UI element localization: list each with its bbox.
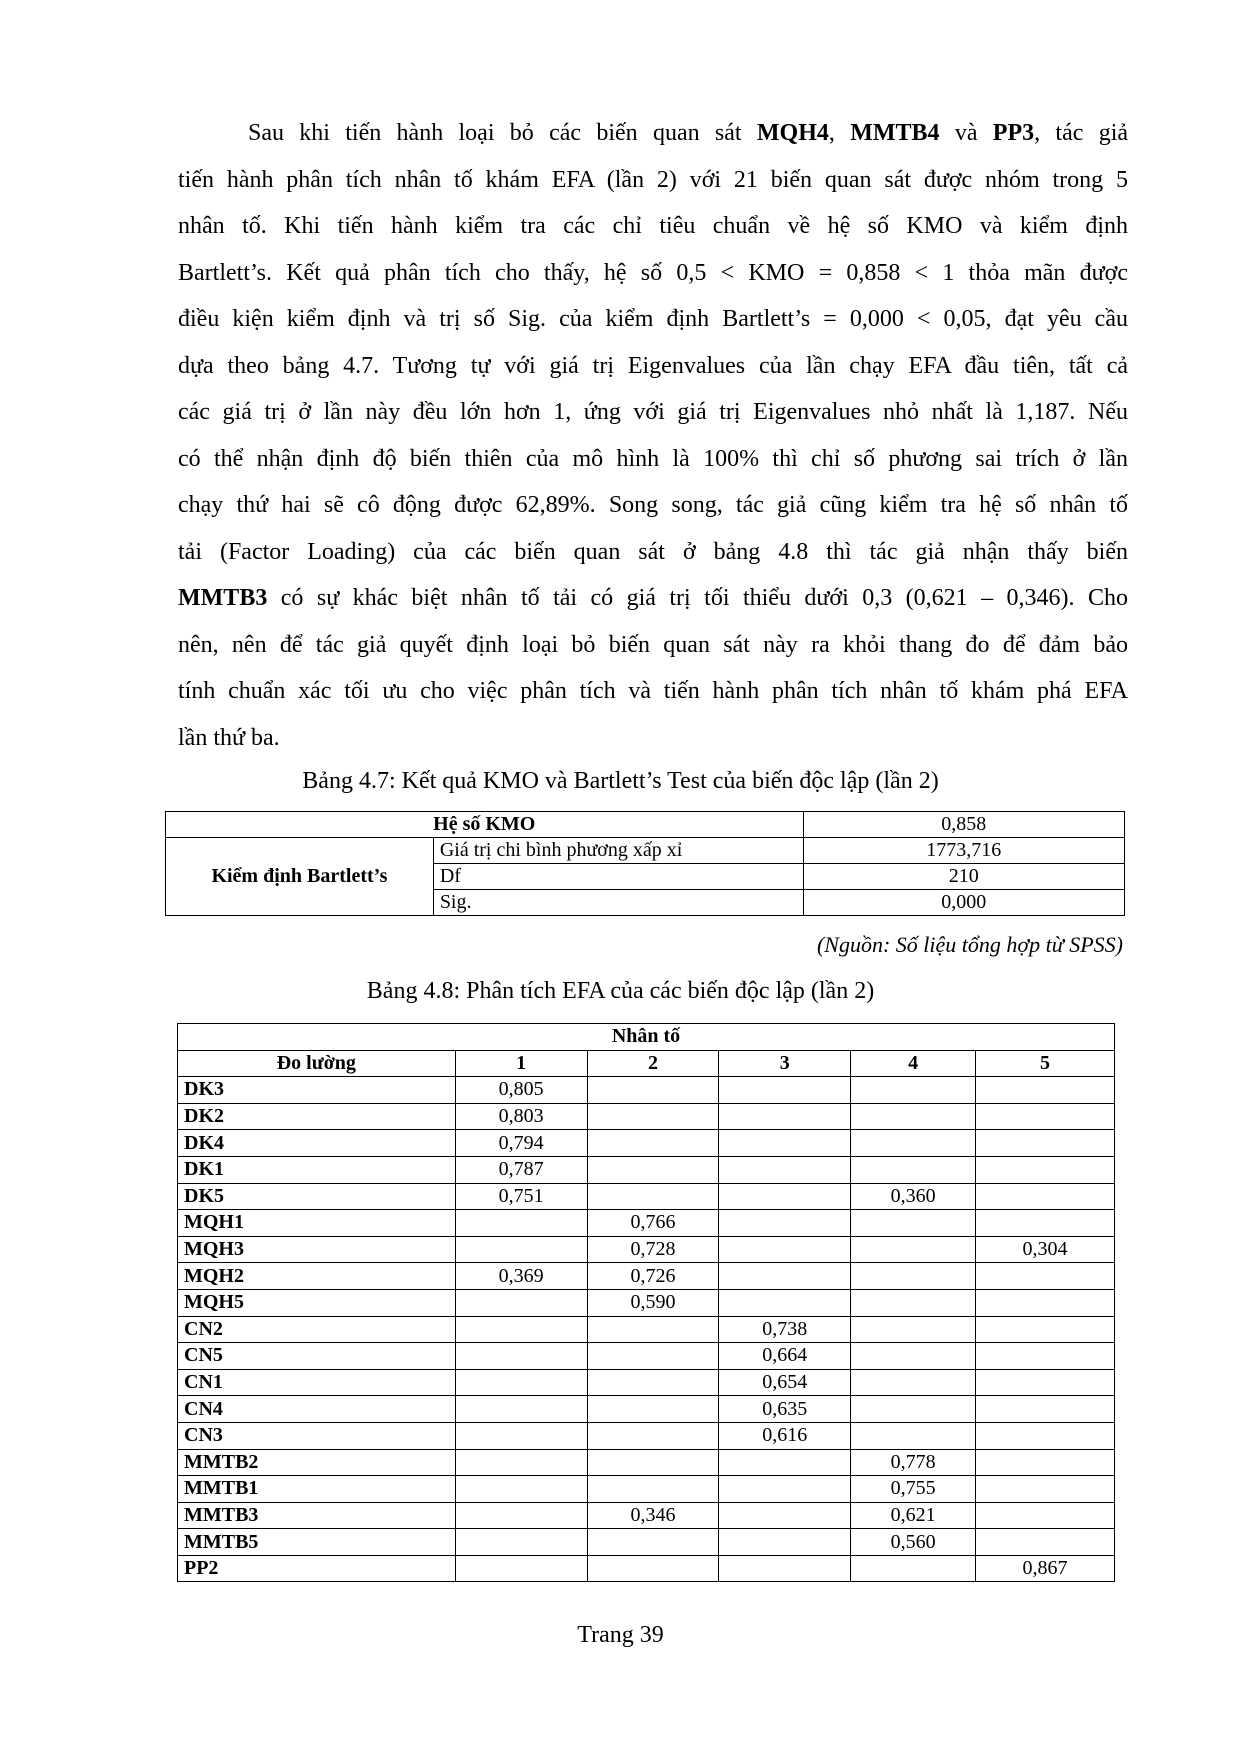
- loading-cell: [455, 1422, 587, 1449]
- paragraph-line: [178, 668, 1128, 715]
- loading-cell: [851, 1369, 976, 1396]
- table-row: [178, 1529, 1115, 1556]
- loading-cell: [976, 1476, 1115, 1503]
- loading-cell: [587, 1422, 719, 1449]
- bartlett-label: Kiểm định Bartlett’s: [166, 838, 434, 916]
- loading-cell: [851, 1316, 976, 1343]
- kmo-bartlett-table: [165, 811, 1125, 916]
- loading-cell: [587, 1103, 719, 1130]
- loading-cell: 0,590: [587, 1289, 719, 1316]
- loading-cell: 0,794: [455, 1130, 587, 1157]
- factor-header: 4: [851, 1050, 976, 1077]
- factor-header: 5: [976, 1050, 1115, 1077]
- loading-cell: 0,726: [587, 1263, 719, 1290]
- loading-cell: [587, 1369, 719, 1396]
- kmo-label: Hệ số KMO: [166, 812, 804, 838]
- table-row: [178, 1236, 1115, 1263]
- table-row: [178, 1316, 1115, 1343]
- loading-cell: [455, 1369, 587, 1396]
- loading-cell: [455, 1289, 587, 1316]
- variable-name: PP2: [178, 1555, 456, 1582]
- paragraph-text: và: [939, 120, 993, 146]
- loading-cell: [851, 1156, 976, 1183]
- variable-name: DK1: [178, 1156, 456, 1183]
- loading-cell: [455, 1502, 587, 1529]
- measure-header: Đo lường: [178, 1050, 456, 1077]
- loading-cell: [976, 1103, 1115, 1130]
- table-row: [178, 1130, 1115, 1157]
- loading-cell: [719, 1183, 851, 1210]
- loading-cell: [851, 1343, 976, 1370]
- loading-cell: [976, 1077, 1115, 1104]
- bartlett-row-value: 1773,716: [803, 838, 1124, 864]
- paragraph-text: nên, nên để tác giả quyết định loại bỏ biến quan sát này ra khỏi thang đo để đảm bảo: [178, 631, 1128, 658]
- table-4-7-caption: Bảng 4.7: Kết quả KMO và Bartlett’s Test của biến độc lập (lần 2): [302, 768, 939, 794]
- variable-name: CN2: [178, 1316, 456, 1343]
- paragraph-line: [178, 203, 1128, 250]
- loading-cell: [587, 1130, 719, 1157]
- loading-cell: 0,803: [455, 1103, 587, 1130]
- loading-cell: [455, 1343, 587, 1370]
- loading-cell: [587, 1529, 719, 1556]
- table-row: [178, 1156, 1115, 1183]
- variable-name: MQH3: [178, 1236, 456, 1263]
- loading-cell: 0,654: [719, 1369, 851, 1396]
- body-paragraph: [178, 110, 1128, 761]
- loading-cell: 0,751: [455, 1183, 587, 1210]
- table-row: [178, 1024, 1115, 1051]
- loading-cell: [455, 1236, 587, 1263]
- loading-cell: [976, 1396, 1115, 1423]
- table-row: [178, 1555, 1115, 1582]
- paragraph-text: các giá trị ở lần này đều lớn hơn 1, ứng với giá trị Eigenvalues nhỏ nhất là 1,187. Nếu: [178, 399, 1128, 425]
- table-4-7-source: (Nguồn: Số liệu tổng hợp từ SPSS): [816, 932, 1123, 957]
- loading-cell: [976, 1130, 1115, 1157]
- paragraph-text: điều kiện kiểm định và trị số Sig. của kiểm định Bartlett’s = 0,000 < 0,05, đạt yêu cầu: [178, 306, 1128, 332]
- paragraph-text: tải (Factor Loading) của các biến quan sát ở bảng 4.8 thì tác giả nhận thấy biến: [178, 538, 1128, 565]
- loading-cell: [976, 1263, 1115, 1290]
- loading-cell: [719, 1130, 851, 1157]
- loading-cell: [976, 1289, 1115, 1316]
- table-row: [178, 1103, 1115, 1130]
- loading-cell: [719, 1449, 851, 1476]
- loading-cell: 0,867: [976, 1555, 1115, 1582]
- loading-cell: 0,738: [719, 1316, 851, 1343]
- table-4-8-caption: Bảng 4.8: Phân tích EFA của các biến độc lập (lần 2): [366, 978, 875, 1004]
- loading-cell: [719, 1555, 851, 1582]
- page-number: Trang 39: [577, 1622, 664, 1648]
- loading-cell: [976, 1502, 1115, 1529]
- loading-cell: 0,805: [455, 1077, 587, 1104]
- paragraph-line: [178, 529, 1128, 576]
- table-row: [178, 1369, 1115, 1396]
- bartlett-row-label: Df: [433, 864, 803, 890]
- paragraph-line: [178, 296, 1128, 343]
- bartlett-row-value: 210: [803, 864, 1124, 890]
- loading-cell: [455, 1555, 587, 1582]
- loading-cell: [851, 1555, 976, 1582]
- bartlett-row-label: Giá trị chi bình phương xấp xỉ: [433, 838, 803, 864]
- loading-cell: [587, 1476, 719, 1503]
- loading-cell: [719, 1236, 851, 1263]
- paragraph-line: [178, 343, 1128, 390]
- paragraph-line: [178, 389, 1128, 436]
- bold-variable: MMTB3: [178, 585, 268, 611]
- loading-cell: [719, 1156, 851, 1183]
- paragraph-line: [178, 575, 1128, 622]
- table-row: [178, 1343, 1115, 1370]
- table-row: [178, 1077, 1115, 1104]
- paragraph-line: [178, 157, 1128, 204]
- loading-cell: [851, 1130, 976, 1157]
- loading-cell: [587, 1156, 719, 1183]
- loading-cell: [976, 1422, 1115, 1449]
- efa-loadings-table: [177, 1023, 1115, 1582]
- paragraph-text: dựa theo bảng 4.7. Tương tự với giá trị Eigenvalues của lần chạy EFA đầu tiên, tất cả: [178, 352, 1128, 379]
- table-row: [178, 1263, 1115, 1290]
- bold-variable: MQH4: [756, 120, 829, 146]
- paragraph-text: Sau khi tiến hành loại bỏ các biến quan sát: [248, 120, 757, 146]
- kmo-value: 0,858: [803, 812, 1124, 838]
- variable-name: DK3: [178, 1077, 456, 1104]
- paragraph-text: chạy thứ hai sẽ cô động được 62,89%. Song song, tác giả cũng kiểm tra hệ số nhân tố: [178, 492, 1128, 518]
- loading-cell: 0,728: [587, 1236, 719, 1263]
- loading-cell: [851, 1236, 976, 1263]
- loading-cell: [719, 1263, 851, 1290]
- loading-cell: 0,304: [976, 1236, 1115, 1263]
- paragraph-text: , tác giả: [1034, 120, 1129, 146]
- paragraph-line: [178, 250, 1128, 297]
- loading-cell: 0,560: [851, 1529, 976, 1556]
- bartlett-row-value: 0,000: [803, 890, 1124, 916]
- loading-cell: [976, 1210, 1115, 1237]
- loading-cell: [851, 1396, 976, 1423]
- table-row: [178, 1449, 1115, 1476]
- variable-name: DK2: [178, 1103, 456, 1130]
- factor-header: 2: [587, 1050, 719, 1077]
- variable-name: MQH2: [178, 1263, 456, 1290]
- paragraph-text: nhân tố. Khi tiến hành kiểm tra các chỉ tiêu chuẩn về hệ số KMO và kiểm định: [178, 213, 1128, 239]
- loading-cell: [851, 1210, 976, 1237]
- bold-variable: MMTB4: [850, 120, 940, 146]
- loading-cell: [455, 1396, 587, 1423]
- paragraph-text: Bartlett’s. Kết quả phân tích cho thấy, hệ số 0,5 < KMO = 0,858 < 1 thỏa mãn được: [178, 259, 1128, 286]
- paragraph-line: [178, 715, 1128, 762]
- variable-name: MMTB3: [178, 1502, 456, 1529]
- variable-name: CN3: [178, 1422, 456, 1449]
- variable-name: MMTB2: [178, 1449, 456, 1476]
- variable-name: MMTB5: [178, 1529, 456, 1556]
- paragraph-line: [178, 436, 1128, 483]
- paragraph-text: ,: [828, 120, 851, 146]
- table-row: [178, 1422, 1115, 1449]
- variable-name: CN5: [178, 1343, 456, 1370]
- loading-cell: 0,616: [719, 1422, 851, 1449]
- loading-cell: [976, 1343, 1115, 1370]
- loading-cell: [851, 1103, 976, 1130]
- loading-cell: 0,635: [719, 1396, 851, 1423]
- loading-cell: [587, 1183, 719, 1210]
- loading-cell: 0,621: [851, 1502, 976, 1529]
- loading-cell: [719, 1077, 851, 1104]
- paragraph-text: có thể nhận định độ biến thiên của mô hình là 100% thì chỉ số phương sai trích ở lần: [178, 445, 1128, 472]
- loading-cell: [587, 1555, 719, 1582]
- table-row: [178, 1183, 1115, 1210]
- table-row: [166, 838, 1125, 864]
- table-row: [178, 1050, 1115, 1077]
- paragraph-line: [178, 110, 1128, 157]
- loading-cell: [851, 1422, 976, 1449]
- loading-cell: 0,360: [851, 1183, 976, 1210]
- loading-cell: [976, 1529, 1115, 1556]
- loading-cell: [976, 1369, 1115, 1396]
- loading-cell: [719, 1103, 851, 1130]
- loading-cell: [976, 1316, 1115, 1343]
- paragraph-text: tiến hành phân tích nhân tố khám EFA (lần 2) với 21 biến quan sát được nhóm trong 5: [178, 166, 1128, 193]
- loading-cell: [976, 1449, 1115, 1476]
- factor-header: 1: [455, 1050, 587, 1077]
- loading-cell: [719, 1476, 851, 1503]
- variable-name: DK5: [178, 1183, 456, 1210]
- loading-cell: [851, 1263, 976, 1290]
- loading-cell: 0,787: [455, 1156, 587, 1183]
- loading-cell: 0,369: [455, 1263, 587, 1290]
- table-row: [178, 1396, 1115, 1423]
- loading-cell: [976, 1156, 1115, 1183]
- loading-cell: 0,778: [851, 1449, 976, 1476]
- table-row: [178, 1476, 1115, 1503]
- variable-name: MQH5: [178, 1289, 456, 1316]
- bold-variable: PP3: [992, 120, 1035, 146]
- loading-cell: [719, 1289, 851, 1316]
- loading-cell: [455, 1449, 587, 1476]
- paragraph-text: lần thứ ba.: [178, 724, 280, 751]
- table-row: [178, 1210, 1115, 1237]
- paragraph-line: [178, 622, 1128, 669]
- table-row: [178, 1289, 1115, 1316]
- loading-cell: 0,346: [587, 1502, 719, 1529]
- loading-cell: [719, 1502, 851, 1529]
- loading-cell: [851, 1289, 976, 1316]
- paragraph-text: có sự khác biệt nhân tố tải có giá trị tối thiểu dưới 0,3 (0,621 – 0,346). Cho: [267, 585, 1128, 611]
- variable-name: CN4: [178, 1396, 456, 1423]
- loading-cell: 0,664: [719, 1343, 851, 1370]
- loading-cell: [455, 1316, 587, 1343]
- variable-name: MMTB1: [178, 1476, 456, 1503]
- loading-cell: [455, 1210, 587, 1237]
- loading-cell: [976, 1183, 1115, 1210]
- loading-cell: [587, 1449, 719, 1476]
- loading-cell: [587, 1316, 719, 1343]
- loading-cell: [719, 1210, 851, 1237]
- loading-cell: [455, 1476, 587, 1503]
- loading-cell: [587, 1396, 719, 1423]
- paragraph-line: [178, 482, 1128, 529]
- factor-header: 3: [719, 1050, 851, 1077]
- loading-cell: [719, 1529, 851, 1556]
- factor-group-header: Nhân tố: [178, 1024, 1115, 1051]
- variable-name: DK4: [178, 1130, 456, 1157]
- loading-cell: [587, 1343, 719, 1370]
- table-row: [166, 812, 1125, 838]
- loading-cell: 0,755: [851, 1476, 976, 1503]
- loading-cell: [587, 1077, 719, 1104]
- loading-cell: [455, 1529, 587, 1556]
- loading-cell: 0,766: [587, 1210, 719, 1237]
- paragraph-text: tính chuẩn xác tối ưu cho việc phân tích và tiến hành phân tích nhân tố khám phá EFA: [178, 678, 1128, 704]
- bartlett-row-label: Sig.: [433, 890, 803, 916]
- loading-cell: [851, 1077, 976, 1104]
- variable-name: CN1: [178, 1369, 456, 1396]
- variable-name: MQH1: [178, 1210, 456, 1237]
- table-row: [178, 1502, 1115, 1529]
